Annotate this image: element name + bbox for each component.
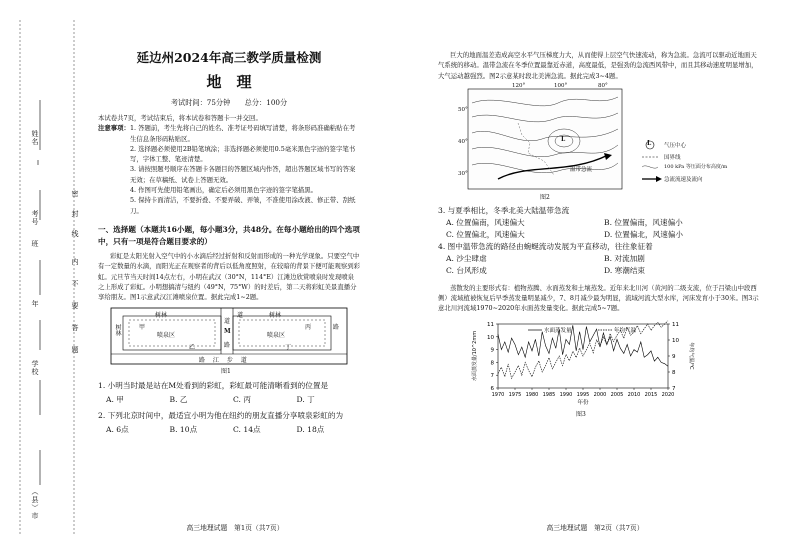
fig2-legend-item: 气压中心 [664, 142, 687, 149]
instructions [98, 113, 360, 216]
seal-char: 内 [71, 258, 79, 266]
option[interactable]: C. 位置偏北，风速偏大 [446, 229, 525, 239]
option[interactable]: C. 台风形成 [446, 265, 487, 275]
fig1-label-road-3: 道 [237, 312, 244, 320]
instruction-item: 3. 请按照题号顺序在答题卡各题目的答题区域内作答，超出答题区域书写的答案无效；在草稿纸、试卷上答题无效。 [129, 165, 356, 184]
figure-2-map [458, 83, 728, 203]
seal-char: 要 [71, 302, 79, 310]
question-1-options [98, 394, 360, 406]
question-4: 4. 图中温带急流的路径由蜿蜒流动发展为平直移动，往往象征着 [438, 241, 653, 251]
seal-char: 封 [71, 210, 79, 218]
passage-1: 彩虹是太阳光射入空气中的小水滴后经过折射和反射而形成的一种光学现象。只要空气中有一定数量的水滴，而阳光正在观察者的背后以低角度照射，在较暗的背景下便可能观察到彩虹。元旦节当天时间14点左右，小明在武汉（30°N，114°E）江滩边欣赏喷泉时发现喷泉之上形成了彩虹。小明想搞清与纽约（49°N，75°W）的时差后，第二天将彩虹美景直播分享给朋友。图1示意武汉江滩喷泉位置。据此完成1~2题。 [98, 251, 361, 302]
instructions-label: 注意事项： [98, 124, 130, 133]
page-2 [438, 50, 762, 420]
fig2-lat-50: 50° [458, 106, 468, 113]
y-right-axis-label: 年均气温/℃ [688, 342, 694, 370]
y-right-tick-label: 7 [672, 385, 676, 392]
fig1-label-riverside: 路 江 步 道 [199, 357, 250, 365]
y-left-tick-label: 6 [490, 385, 494, 392]
instruction-item: 1. 答题前，考生先将自己的姓名、准考证号码填写清楚，将条形码准确粘贴在考生信息条形码粘贴区。 [129, 124, 356, 143]
fig2-legend-item: 急流流速及流向 [664, 176, 703, 183]
question-1: 1. 小明当时最是站在M处看到的彩虹，彩虹最可能清晰看到的位置是 [98, 381, 329, 391]
option[interactable]: A. 位置偏南，风速偏大 [446, 217, 525, 227]
page-1-footer: 高三地理试题 第1页（共7页） [186, 524, 284, 532]
option[interactable]: B. 位置偏南，风速偏小 [604, 217, 683, 227]
option[interactable]: D. 寒潮结束 [604, 265, 646, 275]
question-4-options-row [438, 253, 762, 265]
fig1-label-yi: 乙 [189, 344, 196, 352]
fig2-legend-item: 100 kPa 等压面分布高度/m [664, 163, 728, 170]
y-left-tick-label: 10 [487, 334, 494, 341]
option[interactable]: D. 18点 [296, 425, 325, 435]
figure-1 [109, 306, 349, 376]
fig1-label-treeline-right: 树林 [269, 312, 282, 320]
option[interactable]: C. 丙 [233, 395, 251, 405]
x-tick-label: 1990 [559, 391, 573, 398]
instruction-item: 5. 保持卡面清洁，不要折叠、不要弄破、弄皱，不准使用涂改液、修正带、刮纸刀。 [129, 196, 356, 215]
option[interactable]: A. 甲 [106, 395, 124, 405]
x-tick-label: 2015 [644, 391, 658, 398]
x-tick-label: 1985 [542, 391, 556, 398]
y-right-tick-label: 8 [672, 369, 676, 376]
seal-char: 题 [71, 346, 79, 354]
seal-char: 线 [71, 230, 79, 238]
fig1-label-m: M [224, 328, 231, 336]
school-label: 学校 [31, 360, 39, 376]
option[interactable]: B. 对流加剧 [604, 253, 645, 263]
option[interactable]: D. 丁 [296, 395, 315, 405]
y-right-tick-label: 11 [672, 321, 679, 328]
option[interactable]: A. 沙尘肆虐 [446, 253, 487, 263]
option[interactable]: B. 乙 [169, 395, 188, 405]
class-label: 班 [31, 240, 39, 248]
legend-label: 水面蒸发量 [544, 327, 572, 334]
city-label: （县）市 [31, 488, 39, 520]
x-tick-label: 2005 [610, 391, 624, 398]
fig3-caption: 图3 [576, 410, 586, 418]
option[interactable]: B. 10点 [169, 425, 198, 435]
grade-label: 年 [31, 300, 39, 308]
instructions-intro: 本试卷共7页，考试结束后，将本试卷和答题卡一并交回。 [98, 114, 262, 122]
x-tick-label: 1970 [491, 391, 505, 398]
legend-label: 年均气温 [614, 327, 637, 334]
fig1-label-treeline-left: 树林 [114, 324, 121, 337]
x-tick-label: 2010 [627, 391, 641, 398]
x-axis-label: 年份 [577, 399, 589, 406]
fig2-legend-symbol: L [647, 139, 652, 147]
option[interactable]: A. 6点 [106, 425, 129, 435]
question-3-options-row [438, 217, 762, 229]
binding-lines [0, 0, 86, 550]
seal-char: 不 [71, 280, 79, 288]
seal-char: 密 [71, 190, 79, 198]
fig1-label-jia: 甲 [139, 324, 146, 332]
fig1-label-road-4: 路 [333, 324, 340, 332]
y-right-tick-label: 10 [672, 337, 679, 344]
name-label: 姓名 [31, 130, 39, 146]
fig2-lat-40: 40° [458, 138, 468, 145]
fig2-low-center: L [561, 135, 566, 143]
fig1-caption: 图1 [221, 368, 231, 376]
fig2-jet-label: 温带急流 [570, 166, 593, 173]
fig1-label-fountain-right: 喷泉区 [267, 332, 286, 340]
passage-2a: 巨大的地面温差造成高空水平气压梯度力大，从而使得上层空气快速流动，称为急流。急流可以驱动近地面天气系统的移动。温带急流在冬季位置最靠近赤道，高度最低，是强劲的急流西风带中，而且其移动速度明显增加，大气运动越强烈。图2示意某时段北美洲急流。据此完成3~4题。 [438, 51, 758, 80]
instruction-item: 2. 选择题必须使用2B铅笔填涂；非选择题必须使用0.5毫米黑色字迹的签字笔书写，字体工整、笔迹清楚。 [129, 144, 356, 164]
y-right-tick-label: 9 [672, 353, 676, 360]
question-2: 2. 下列北京时间中，最适宜小明为他在纽约的朋友直播分享喷泉彩虹的为 [98, 411, 344, 421]
question-3-options-row [438, 229, 762, 241]
seal-char: 答 [71, 324, 79, 332]
x-tick-label: 2000 [593, 391, 607, 398]
instruction-item: 4. 作图可先使用铅笔画出，确定后必须用黑色字迹的签字笔描黑。 [129, 186, 318, 195]
fig1-label-bing: 丙 [305, 324, 312, 332]
y-left-tick-label: 11 [487, 321, 494, 328]
y-left-axis-label: 水面蒸发量/10^2mm [472, 330, 478, 381]
fig1-label-road-2: 路 [224, 342, 231, 350]
y-left-tick-label: 9 [490, 347, 494, 354]
page-1 [98, 50, 360, 436]
question-2-options [98, 424, 360, 436]
fig2-legend-item: 国界线 [664, 154, 681, 161]
fig1-label-treeline-top: 树林 [155, 312, 168, 320]
subject-title: 地 理 [206, 73, 252, 91]
page-2-footer: 高三地理试题 第2页（共7页） [546, 524, 644, 532]
exam-info: 考试时间：75分钟 总分：100分 [170, 98, 288, 107]
question-4-options-row [438, 265, 762, 277]
passage-2b: 蒸散发的主要形式有：植物蒸腾、水面蒸发和土壤蒸发。近年来北川河（黄河的二级支流，位于吕梁山中段西侧）流域植被恢复后早季蒸发量明显减少，7、8月减少最为明显，流域河流大型水库，河床发育小于30米。图3示意北川河流域1970~2020年水面蒸发量变化。据此完成5~7题。 [438, 283, 759, 313]
fig2-lon-100: 100° [554, 82, 568, 89]
fig2-caption: 图2 [540, 193, 550, 201]
option[interactable]: C. 14点 [233, 425, 261, 435]
x-tick-label: 1975 [508, 391, 522, 398]
option[interactable]: D. 位置偏北，风速偏小 [604, 229, 683, 239]
examno-label: 考号 [31, 210, 39, 226]
binding-margin [0, 0, 86, 550]
fig2-lon-120: 120° [512, 82, 526, 89]
fig2-lat-30: 30° [458, 170, 468, 177]
fig1-label-ding: 丁 [285, 344, 292, 352]
fig2-lon-80: 80° [598, 82, 608, 89]
y-left-tick-label: 7 [490, 372, 494, 379]
x-tick-label: 2020 [661, 391, 675, 398]
exam-title: 延边州2024年高三教学质量检测 [136, 50, 322, 65]
figure-2 [458, 83, 728, 203]
figure-3 [468, 316, 698, 420]
question-3: 3. 与夏季相比，冬季北美大陆温带急流 [438, 205, 570, 215]
figure-3-chart [468, 316, 698, 408]
fig1-label-fountain-left: 喷泉区 [157, 332, 176, 340]
section1-heading: 一、选择题（本题共16小题，每小题3分，共48分。在每小题给出的四个选项中，只有一项是符合题目要求的） [98, 224, 360, 246]
x-tick-label: 1980 [525, 391, 539, 398]
x-tick-label: 1995 [576, 391, 590, 398]
fig1-label-road-1: 道 [224, 318, 231, 326]
y-left-tick-label: 8 [490, 360, 494, 367]
